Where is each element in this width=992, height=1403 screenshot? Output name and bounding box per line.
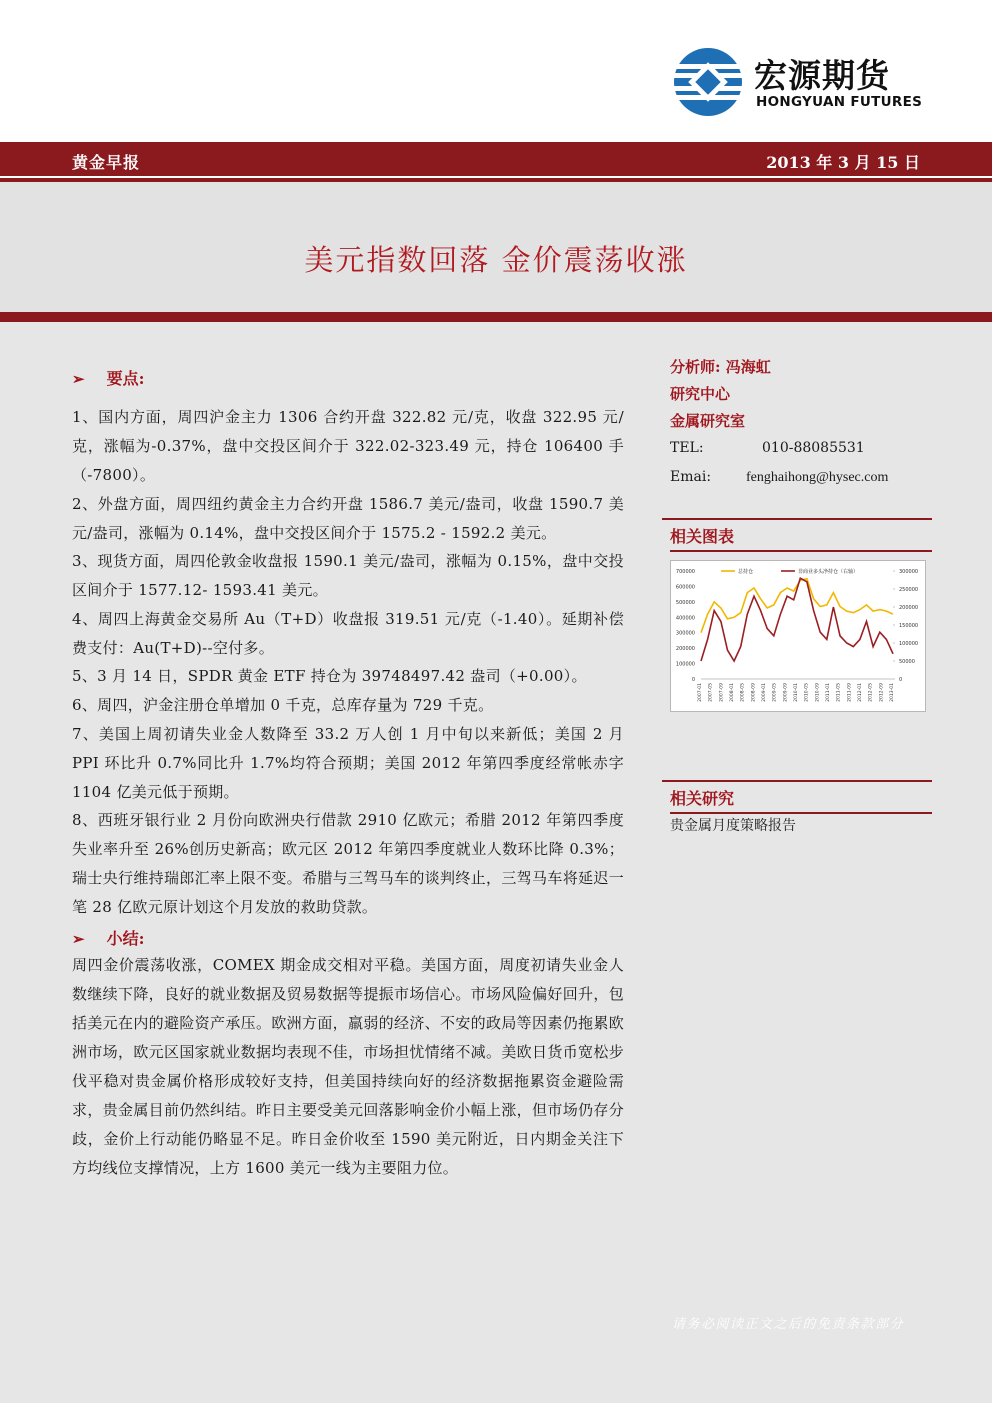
key-point-6: 6、周四，沪金注册仓单增加 0 千克，总库存量为 729 千克。 (72, 696, 494, 714)
holdings-chart-svg (671, 561, 927, 713)
x-tick-label: 2007-05 (708, 683, 714, 702)
y-left-tick-label: 100000 (675, 661, 695, 668)
report-type: 黄金早报 (72, 153, 141, 172)
y-left-tick-label: 300000 (675, 630, 695, 637)
disclaimer-note: 请务必阅读正文之后的免责条款部分 (671, 1317, 904, 1332)
related-charts-heading: 相关图表 (670, 524, 932, 552)
y-left-tick-label: 400000 (675, 615, 695, 622)
email-label: Emai: (670, 469, 712, 485)
key-point-5: 5、3 月 14 日，SPDR 黄金 ETF 持仓为 39748497.42 盎司（+0.00）。 (72, 667, 587, 685)
x-tick-label: 2012-05 (868, 683, 874, 702)
tel-value: 010-88085531 (762, 440, 865, 456)
key-point-7: 7、美国上周初请失业金人数降至 33.2 万人创 1 月中旬以来新低；美国 2 月 PPI 环比升 0.7%同比升 1.7%均符合预期；美国 2012 年第四季度经常帐赤字 1104 亿美元低于预期。 (72, 725, 624, 801)
hongyuan-logo-icon (672, 46, 744, 118)
x-tick-label: 2010-05 (804, 683, 810, 702)
y-left-tick-label: 200000 (675, 646, 695, 653)
x-tick-label: 2011-09 (847, 683, 853, 702)
email-value[interactable]: fenghaihong@hysec.com (746, 470, 889, 485)
analyst-name: 分析师: 冯海虹 (670, 358, 771, 376)
report-date: 2013 年 3 月 15 日 (766, 153, 920, 172)
legend-label: 总持仓 (738, 569, 754, 575)
x-tick-label: 2011-01 (826, 683, 831, 702)
research-heading-rule (662, 780, 932, 782)
related-research-item[interactable]: 贵金属月度策略报告 (670, 818, 796, 834)
x-tick-label: 2012-09 (879, 683, 885, 702)
legend-label: 非商业多头净持仓（右轴） (798, 569, 859, 575)
y-right-tick-label: 100000 (899, 641, 919, 647)
tel-label: TEL: (670, 440, 704, 456)
analyst-office: 金属研究室 (670, 412, 746, 430)
key-point-1: 1、国内方面，周四沪金主力 1306 合约开盘 322.82 元/克，收盘 322.95 元/克，涨幅为-0.37%，盘中交投区间介于 322.02-323.49 元，持仓 106400 手（-7800）。 (72, 408, 624, 484)
analyst-dept: 研究中心 (670, 385, 731, 403)
x-tick-label: 2008-09 (751, 683, 757, 702)
y-right-tick-label: 250000 (899, 587, 919, 593)
x-tick-label: 2011-05 (836, 683, 842, 702)
holdings-chart (670, 560, 926, 712)
x-tick-label: 2010-01 (794, 683, 799, 702)
y-left-tick-label: 0 (691, 677, 695, 683)
x-tick-label: 2007-01 (698, 683, 703, 702)
key-point-3: 3、现货方面，周四伦敦金收盘报 1590.1 美元/盎司，涨幅为 0.15%，盘中交投区间介于 1577.12- 1593.41 美元。 (72, 552, 624, 599)
y-right-tick-label: 150000 (899, 623, 919, 629)
brand-name-en: HONGYUAN FUTURES (756, 94, 923, 110)
x-tick-label: 2007-09 (719, 683, 725, 702)
x-tick-label: 2009-09 (783, 683, 789, 702)
brand-logo (672, 46, 922, 120)
key-points-heading: ➢ 要点: (72, 369, 145, 388)
series-line-2 (701, 578, 893, 661)
x-tick-label: 2008-05 (740, 683, 746, 702)
key-point-4: 4、周四上海黄金交易所 Au（T+D）收盘报 319.51 元/克（-1.40）。延期补偿费支付：Au(T+D)--空付多。 (72, 610, 624, 657)
x-tick-label: 2008-01 (730, 683, 735, 702)
tel-row (670, 440, 865, 456)
summary-heading: ➢ 小结: (72, 929, 145, 948)
y-left-tick-label: 600000 (675, 584, 695, 591)
x-tick-label: 2013-01 (890, 683, 895, 702)
x-tick-label: 2009-01 (762, 683, 767, 702)
analyst-block (670, 354, 771, 435)
related-research-heading: 相关研究 (670, 786, 932, 814)
y-left-tick-label: 500000 (675, 599, 695, 606)
key-point-8: 8、西班牙银行业 2 月份向欧洲央行借款 2910 亿欧元；希腊 2012 年第四季度失业率升至 26%创历史新高；欧元区 2012 年第四季度就业人数环比降 0.3%；瑞士央行维持瑞郎汇率上限不变。希腊与三驾马车的谈判终止，三驾马车将延迟一笔 28 亿欧元原计划这个月发放的救助贷款。 (72, 811, 624, 916)
key-point-2: 2、外盘方面，周四纽约黄金主力合约开盘 1586.7 美元/盎司，收盘 1590.7 美元/盎司，涨幅为 0.14%，盘中交投区间介于 1575.2 - 1592.2 美元。 (72, 495, 624, 542)
x-tick-label: 2012-01 (858, 683, 863, 702)
y-right-tick-label: 200000 (899, 605, 919, 611)
y-right-tick-label: 300000 (899, 569, 919, 575)
y-right-tick-label: 50000 (899, 659, 915, 665)
x-tick-label: 2010-09 (815, 683, 821, 702)
x-tick-label: 2009-05 (772, 683, 778, 702)
y-left-tick-label: 700000 (675, 569, 695, 575)
arrow-bullet-icon: ➢ (72, 930, 85, 948)
arrow-bullet-icon: ➢ (72, 370, 85, 388)
summary-text: 周四金价震荡收涨，COMEX 期金成交相对平稳。美国方面，周度初请失业金人数继续下降，良好的就业数据及贸易数据等提振市场信心。市场风险偏好回升，包括美元在内的避险资产承压。欧洲方面，羸弱的经济、不安的政局等因素仍拖累欧洲市场，欧元区国家就业数据均表现不佳，市场担忧情绪不减。美欧日货币宽松步伐平稳对贵金属价格形成较好支持，但美国持续向好的经济数据拖累资金避险需求，贵金属目前仍然纠结。昨日主要受美元回落影响金价小幅上涨，但市场仍存分歧，金价上行动能仍略显不足。昨日金价收至 1590 美元附近，日内期金关注下方均线位支撑情况，上方 1600 美元一线为主要阻力位。 (72, 956, 624, 1177)
report-title: 美元指数回落 金价震荡收涨 (304, 243, 688, 277)
charts-heading-rule (662, 518, 932, 520)
y-right-tick-label: 0 (899, 677, 903, 683)
email-row (670, 469, 888, 486)
title-separator (0, 312, 992, 322)
brand-name-cn: 宏源期货 (754, 56, 890, 95)
